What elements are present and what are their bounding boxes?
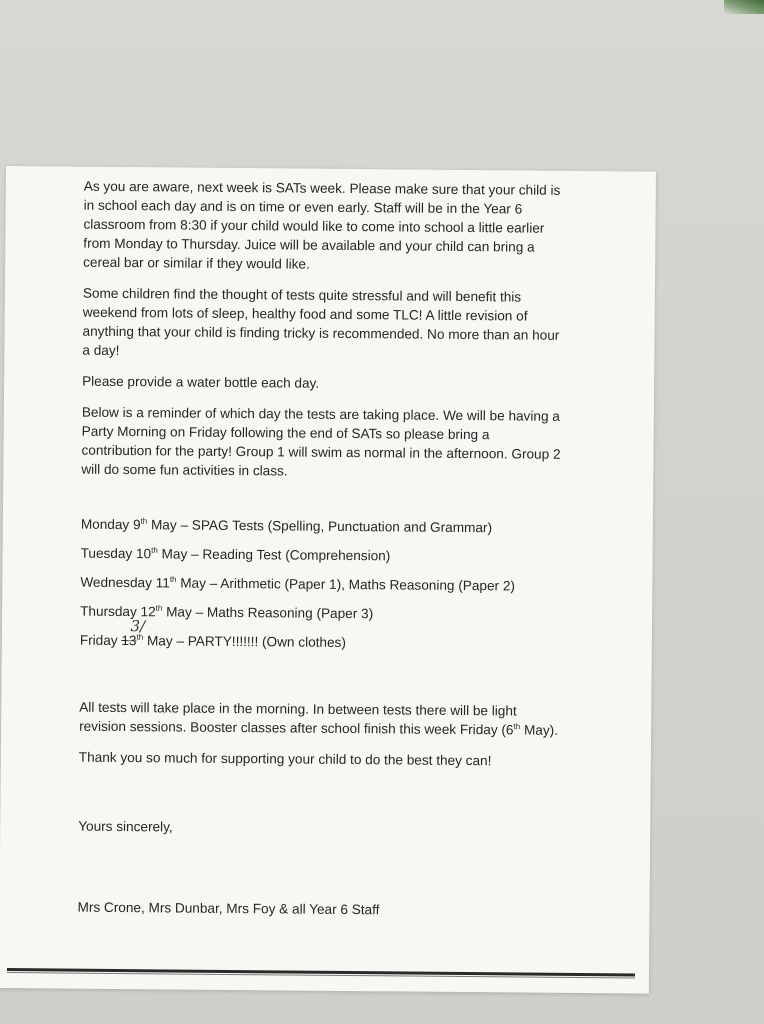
paragraph-intro: As you are aware, next week is SATs week. Please make sure that your child is in school each day and is on time or even early. Staff will be in the Year 6 classroom from 8:30 if your child would like to come into school a little earlier from Monday to Thursday. Juice will be available and your child can bring a cereal bar or similar if they would like.	[83, 178, 561, 272]
test-schedule	[80, 515, 561, 654]
schedule-item: Tuesday 10th May – Reading Test (Comprehension)	[80, 545, 391, 564]
schedule-item-friday: Friday 13 3/ $^{th}$ May – PARTY!!!!!!! (Own clothes)	[79, 617, 346, 650]
signature: Mrs Crone, Mrs Dunbar, Mrs Foy & all Year 6 Staff	[77, 899, 380, 918]
handwritten-correction: 3/	[130, 617, 146, 636]
background-corner	[724, 0, 764, 14]
paragraph-thanks: Thank you so much for supporting your child to do the best they can!	[78, 749, 492, 769]
paragraph-water: Please provide a water bottle each day.	[82, 373, 320, 391]
letter-body	[77, 177, 564, 933]
struck-date: 13	[121, 633, 137, 649]
closing: Yours sincerely,	[78, 818, 173, 835]
schedule-item: Wednesday 11th May – Arithmetic (Paper 1), Maths Reasoning (Paper 2)	[80, 574, 516, 594]
schedule-item: Monday 9th May – SPAG Tests (Spelling, Punctuation and Grammar)	[80, 516, 493, 536]
letter-sheet	[0, 166, 656, 994]
paragraph-reminder: Below is a reminder of which day the tests are taking place. We will be having a Party Morning on Friday following the end of SATs so please bring a contribution for the party! Group 1 will swim as normal in the afternoon. Group 2 will do some fun activities in class.	[81, 404, 561, 479]
paragraph-wellbeing: Some children find the thought of tests quite stressful and will benefit this weekend from lots of sleep, healthy food and some TLC! A little revision of anything that your child is finding tricky is recommended. No more than an hour a day!	[82, 285, 560, 358]
paragraph-tests-info: All tests will take place in the morning. In between tests there will be light revision sessions. Booster classes after school finish this week Friday (6th May).	[79, 699, 559, 738]
schedule-item: Thursday 12th May – Maths Reasoning (Paper 3)	[80, 603, 374, 622]
